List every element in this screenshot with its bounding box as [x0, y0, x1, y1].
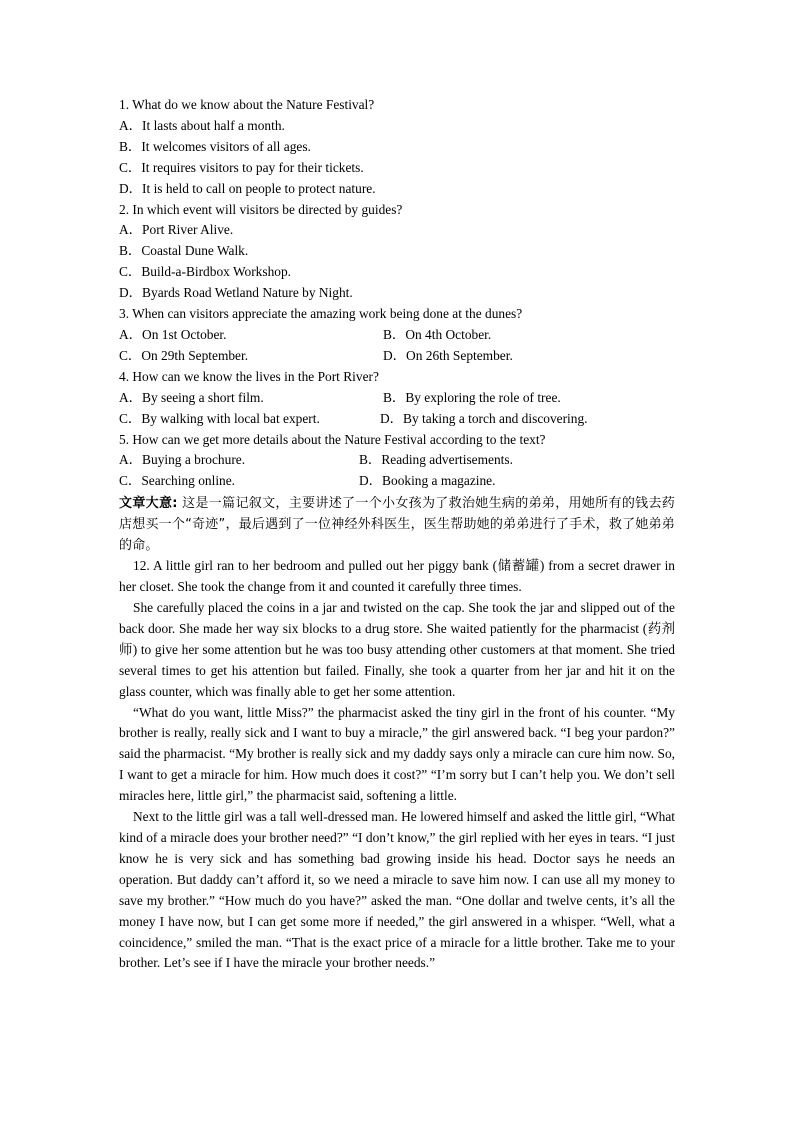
option-row	[119, 346, 675, 367]
passage-paragraph-2: She carefully placed the coins in a jar and twisted on the cap. She took the jar and slipped out of the back door. She made her way six blocks to a drug store. She waited patiently for the pharmacist (药剂师) to give her some attention but he was too busy attending other customers at that moment. She tried several times to get his attention but failed. Finally, she took a quarter from her jar and hit it on the glass counter, which was finally able to get her some attention.	[119, 600, 675, 699]
option-a: A．On 1st October.	[119, 326, 227, 342]
option-row	[119, 388, 675, 409]
option-b: B．Reading advertisements.	[359, 452, 513, 468]
option-a: A．It lasts about half a month.	[119, 117, 285, 133]
passage-paragraph-4: Next to the little girl was a tall well-dressed man. He lowered himself and asked the little girl, “What kind of a miracle does your brother need?” “I don’t know,” the girl replied with her eyes in tears. “I just know he is very sick and has something bad growing inside his head. Doctor says he needs an operation. But daddy can’t afford it, so we need a miracle to save him now. I can use all my money to save my brother.” “How much do you have?” asked the man. “One dollar and twelve cents, it’s all the money I have now, but I can get some more if needed,” the girl answered in a whisper. “Well, what a coincidence,” smiled the man. “That is the exact price of a miracle for a little brother. Take me to your brother. Let’s see if I have the miracle your brother needs.”	[119, 809, 675, 971]
question-1	[119, 95, 675, 200]
question-stem: 1. What do we know about the Nature Festival?	[119, 97, 375, 112]
option-a: A．Buying a brochure.	[119, 452, 246, 468]
option-row	[119, 471, 675, 492]
option-row	[119, 450, 675, 471]
article-summary	[119, 493, 675, 556]
question-stem: 4. How can we know the lives in the Port River?	[119, 368, 379, 384]
question-2	[119, 200, 675, 305]
summary-label: 文章大意:	[119, 496, 178, 512]
passage	[119, 556, 675, 974]
option-d: D．By taking a torch and discovering.	[380, 410, 588, 426]
question-5	[119, 430, 675, 493]
question-3	[119, 304, 675, 367]
question-stem: 2. In which event will visitors be directed by guides?	[119, 201, 403, 217]
option-c: C．By walking with local bat expert.	[119, 410, 320, 426]
question-stem: 3. When can visitors appreciate the amazing work being done at the dunes?	[119, 306, 523, 322]
option-row	[119, 325, 675, 346]
option-b: B．It welcomes visitors of all ages.	[119, 138, 311, 154]
option-d: D．On 26th September.	[383, 347, 513, 363]
option-c: C．Searching online.	[119, 473, 236, 489]
option-c: C．Build-a-Birdbox Workshop.	[119, 264, 292, 280]
option-a: A．By seeing a short film.	[119, 389, 264, 405]
option-d: D．Byards Road Wetland Nature by Night.	[119, 285, 353, 301]
question-stem: 5. How can we get more details about the Nature Festival according to the text?	[119, 431, 546, 447]
document-content	[119, 95, 675, 974]
option-d: D．It is held to call on people to protect nature.	[119, 180, 376, 196]
option-row	[119, 409, 675, 430]
question-4	[119, 367, 675, 430]
option-c: C．On 29th September.	[119, 347, 249, 363]
option-d: D．Booking a magazine.	[359, 473, 496, 489]
passage-paragraph-3: “What do you want, little Miss?” the pharmacist asked the tiny girl in the front of his counter. “My brother is really, really sick and I want to buy a miracle,” the girl answered back. “I beg your pardon?” said the pharmacist. “My brother is really sick and my daddy says only a miracle can cure him now. So, I want to get a miracle for him. How much does it cost?” “I’m sorry but I can’t help you. We don’t sell miracles here, little girl,” the pharmacist said, softening a little.	[119, 704, 675, 804]
option-b: B．Coastal Dune Walk.	[119, 243, 249, 259]
summary-text: 这是一篇记叙文，主要讲述了一个小女孩为了救治她生病的弟弟，用她所有的钱去药店想买一个“奇迹”，最后遇到了一位神经外科医生，医生帮助她的弟弟进行了手术，救了她弟弟的命。	[119, 496, 676, 554]
passage-paragraph-1: 12. A little girl ran to her bedroom and pulled out her piggy bank (储蓄罐) from a secret drawer in her closet. She took the change from it and counted it carefully three times.	[119, 558, 675, 595]
option-b: B．On 4th October.	[383, 326, 492, 342]
option-b: B．By exploring the role of tree.	[383, 389, 561, 405]
option-a: A．Port River Alive.	[119, 222, 234, 238]
option-c: C．It requires visitors to pay for their tickets.	[119, 159, 364, 175]
